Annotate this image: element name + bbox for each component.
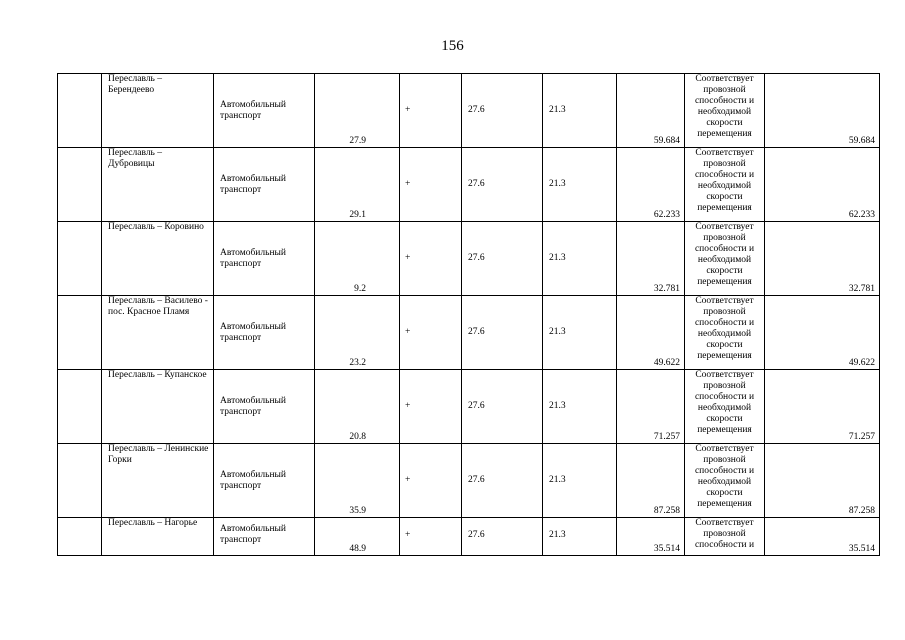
length-cell: 35.9	[315, 444, 400, 518]
table-row	[58, 74, 880, 148]
mode-cell: Автомобильный транспорт	[214, 444, 315, 518]
empty-cell	[58, 518, 102, 556]
empty-cell	[58, 74, 102, 148]
value1-cell: 27.6	[462, 518, 543, 556]
length-cell: 48.9	[315, 518, 400, 556]
note-cell: Соответствует провозной способности и необходимой скорости перемещения	[685, 74, 765, 148]
table-row	[58, 148, 880, 222]
empty-cell	[58, 370, 102, 444]
page-number: 156	[441, 38, 464, 54]
value3-cell: 49.622	[617, 296, 685, 370]
value4-cell: 62.233	[765, 148, 880, 222]
length-cell: 23.2	[315, 296, 400, 370]
table-row	[58, 444, 880, 518]
value2-cell: 21.3	[543, 370, 617, 444]
mode-cell: Автомобильный транспорт	[214, 296, 315, 370]
value3-cell: 59.684	[617, 74, 685, 148]
note-cell: Соответствует провозной способности и	[685, 518, 765, 556]
value2-cell: 21.3	[543, 222, 617, 296]
plus-cell: +	[400, 444, 462, 518]
table-body	[58, 74, 880, 556]
value3-cell: 71.257	[617, 370, 685, 444]
note-cell: Соответствует провозной способности и необходимой скорости перемещения	[685, 148, 765, 222]
note-cell: Соответствует провозной способности и необходимой скорости перемещения	[685, 444, 765, 518]
route-cell: Переславль – Берендеево	[102, 74, 214, 148]
value4-cell: 49.622	[765, 296, 880, 370]
value4-cell: 32.781	[765, 222, 880, 296]
value4-cell: 87.258	[765, 444, 880, 518]
value3-cell: 87.258	[617, 444, 685, 518]
table-row	[58, 518, 880, 556]
value4-cell: 71.257	[765, 370, 880, 444]
route-cell: Переславль – Коровино	[102, 222, 214, 296]
mode-cell: Автомобильный транспорт	[214, 74, 315, 148]
table-row	[58, 370, 880, 444]
value2-cell: 21.3	[543, 74, 617, 148]
note-cell: Соответствует провозной способности и необходимой скорости перемещения	[685, 296, 765, 370]
value1-cell: 27.6	[462, 370, 543, 444]
empty-cell	[58, 222, 102, 296]
note-cell: Соответствует провозной способности и необходимой скорости перемещения	[685, 222, 765, 296]
value4-cell: 35.514	[765, 518, 880, 556]
plus-cell: +	[400, 296, 462, 370]
value3-cell: 62.233	[617, 148, 685, 222]
length-cell: 20.8	[315, 370, 400, 444]
mode-cell: Автомобильный транспорт	[214, 148, 315, 222]
note-cell: Соответствует провозной способности и необходимой скорости перемещения	[685, 370, 765, 444]
value2-cell: 21.3	[543, 444, 617, 518]
route-cell: Переславль – Ленинские Горки	[102, 444, 214, 518]
empty-cell	[58, 148, 102, 222]
value3-cell: 32.781	[617, 222, 685, 296]
empty-cell	[58, 444, 102, 518]
value1-cell: 27.6	[462, 296, 543, 370]
value1-cell: 27.6	[462, 148, 543, 222]
value4-cell: 59.684	[765, 74, 880, 148]
plus-cell: +	[400, 518, 462, 556]
plus-cell: +	[400, 222, 462, 296]
mode-cell: Автомобильный транспорт	[214, 222, 315, 296]
value1-cell: 27.6	[462, 222, 543, 296]
mode-cell: Автомобильный транспорт	[214, 518, 315, 556]
value1-cell: 27.6	[462, 74, 543, 148]
value2-cell: 21.3	[543, 518, 617, 556]
value2-cell: 21.3	[543, 296, 617, 370]
plus-cell: +	[400, 74, 462, 148]
length-cell: 9.2	[315, 222, 400, 296]
value3-cell: 35.514	[617, 518, 685, 556]
route-cell: Переславль – Дубровицы	[102, 148, 214, 222]
transport-table	[57, 73, 880, 556]
table-row	[58, 222, 880, 296]
mode-cell: Автомобильный транспорт	[214, 370, 315, 444]
route-cell: Переславль – Василево - пос. Красное Пламя	[102, 296, 214, 370]
value1-cell: 27.6	[462, 444, 543, 518]
length-cell: 27.9	[315, 74, 400, 148]
table-row	[58, 296, 880, 370]
route-cell: Переславль – Купанское	[102, 370, 214, 444]
length-cell: 29.1	[315, 148, 400, 222]
route-cell: Переславль – Нагорье	[102, 518, 214, 556]
plus-cell: +	[400, 148, 462, 222]
empty-cell	[58, 296, 102, 370]
plus-cell: +	[400, 370, 462, 444]
value2-cell: 21.3	[543, 148, 617, 222]
